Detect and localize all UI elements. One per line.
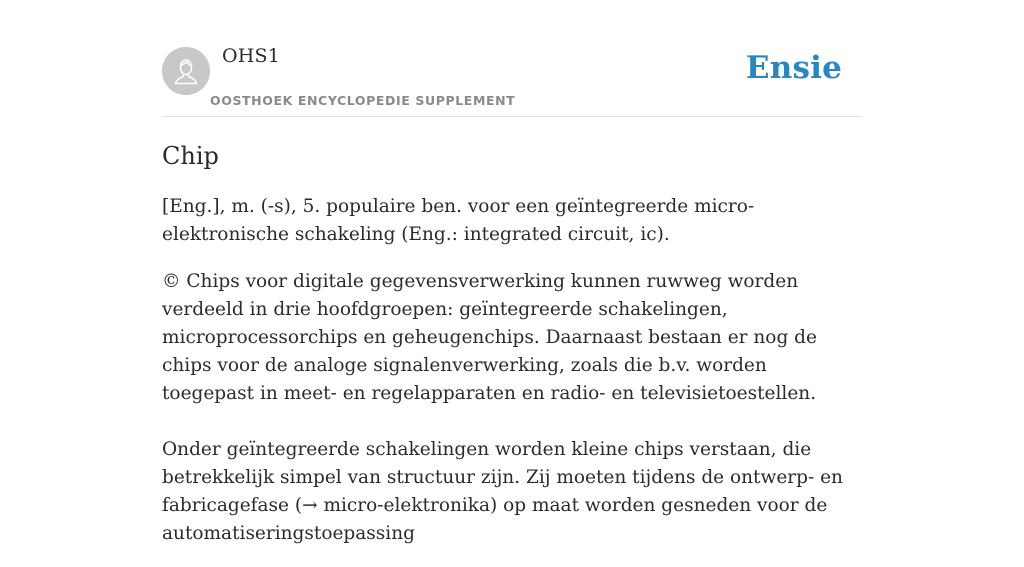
source-header xyxy=(162,0,862,117)
source-name: OOSTHOEK ENCYCLOPEDIE SUPPLEMENT xyxy=(210,93,516,108)
article-paragraph: Onder geïntegreerde schakelingen worden kleine chips verstaan, die betrekkelijk simpel van structuur zijn. Zij moeten tijdens de ontwerp- en fabricagefase (→ micro-elektronika) op maat worden gesneden voor de automatiseringstoepassing xyxy=(162,439,843,544)
user-silhouette-icon xyxy=(162,47,210,95)
article-container xyxy=(162,0,862,567)
ensie-logo[interactable]: Ensie xyxy=(745,50,842,86)
source-code-link[interactable]: OHS1 xyxy=(222,45,281,67)
source-avatar[interactable] xyxy=(162,47,210,95)
article-paragraph: [Eng.], m. (-s), 5. populaire ben. voor een geïntegreerde micro-elektronische schakeling (Eng.: integrated circuit, ic). xyxy=(162,196,755,245)
article-paragraph: © Chips voor digitale gegevensverwerking kunnen ruwweg worden verdeeld in drie hoofdgroepen: geïntegreerde schakelingen, microprocessorchips en geheugenchips. Daarnaast bestaan er nog de chips voor de analoge signalenverwerking, zoals die b.v. worden toegepast in meet- en regelapparaten en radio- en televisietoestellen. xyxy=(162,271,817,404)
article-body xyxy=(162,193,862,548)
article-title: Chip xyxy=(162,142,219,170)
